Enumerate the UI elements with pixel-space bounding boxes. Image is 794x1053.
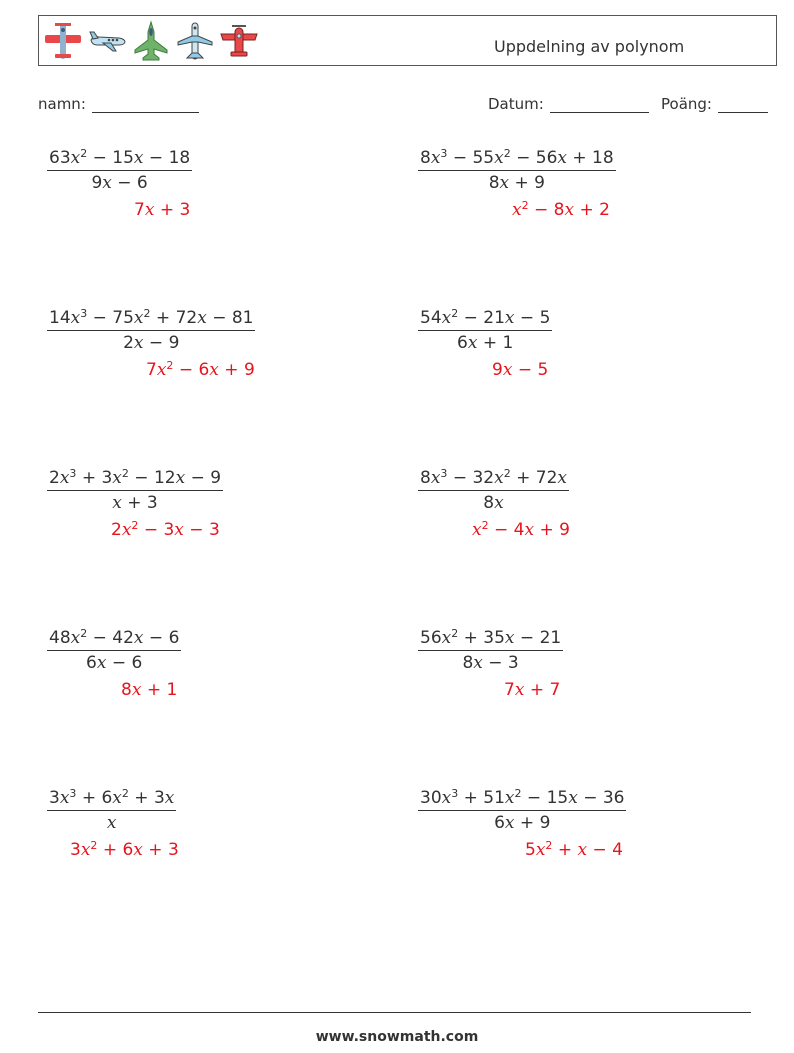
fraction	[418, 148, 616, 193]
red-plane-icon	[43, 20, 83, 62]
problem-9	[47, 788, 176, 833]
numerator: $48x^2 - 42x - 6$	[47, 628, 181, 651]
numerator: $14x^3 - 75x^2 + 72x - 81$	[47, 308, 255, 331]
answer-6: $x^2 - 4x + 9$	[472, 519, 570, 540]
blue-jet-icon	[87, 20, 127, 62]
denominator: 8x − 3	[462, 653, 519, 673]
numerator: $3x^3 + 6x^2 + 3x$	[47, 788, 176, 811]
numerator: $8x^3 - 32x^2 + 72x$	[418, 468, 569, 491]
numerator: $30x^3 + 51x^2 - 15x - 36$	[418, 788, 626, 811]
answer-3: $7x^2 - 6x + 9$	[146, 359, 255, 380]
numerator: $63x^2 - 15x - 18$	[47, 148, 192, 171]
red-propeller-plane-icon	[219, 20, 259, 62]
name-blank[interactable]	[92, 96, 199, 113]
fraction	[418, 308, 552, 353]
denominator: 9x − 6	[91, 173, 148, 193]
problem-1	[47, 148, 192, 193]
fraction	[418, 468, 569, 513]
green-fighter-jet-icon	[131, 20, 171, 62]
header-icons	[43, 20, 259, 62]
problem-3	[47, 308, 255, 353]
date-field	[488, 95, 649, 113]
answer-10: $5x^2 + x - 4$	[525, 839, 623, 860]
numerator: $2x^3 + 3x^2 - 12x - 9$	[47, 468, 223, 491]
name-label: namn:	[38, 95, 86, 113]
footer-divider	[38, 1012, 751, 1013]
score-label: Poäng:	[661, 95, 712, 113]
answer-7: 8x + 1	[121, 680, 178, 700]
fraction	[47, 468, 223, 513]
denominator: 2x − 9	[123, 333, 180, 353]
numerator: $8x^3 - 55x^2 - 56x + 18$	[418, 148, 616, 171]
fraction	[47, 788, 176, 833]
fraction	[47, 308, 255, 353]
numerator: $56x^2 + 35x - 21$	[418, 628, 563, 651]
problem-5	[47, 468, 223, 513]
fraction	[47, 148, 192, 193]
footer-url: www.snowmath.com	[315, 1029, 479, 1045]
date-blank[interactable]	[550, 96, 649, 113]
worksheet-title: Uppdelning av polynom	[494, 37, 685, 56]
problem-2	[418, 148, 616, 193]
fraction	[418, 628, 563, 673]
answer-5: $2x^2 - 3x - 3$	[111, 519, 220, 540]
answer-9: $3x^2 + 6x + 3$	[70, 839, 179, 860]
problem-6	[418, 468, 569, 513]
problem-8	[418, 628, 563, 673]
problem-10	[418, 788, 626, 833]
denominator: x + 3	[112, 493, 158, 513]
answer-1: 7x + 3	[134, 200, 191, 220]
problem-4	[418, 308, 552, 353]
header-box	[38, 15, 777, 66]
denominator: 8x	[483, 493, 504, 513]
date-label: Datum:	[488, 95, 544, 113]
score-field	[661, 95, 768, 113]
name-field	[38, 95, 199, 113]
numerator: $54x^2 - 21x - 5$	[418, 308, 552, 331]
denominator: 8x + 9	[488, 173, 545, 193]
answer-2: $x^2 - 8x + 2$	[512, 199, 610, 220]
problem-7	[47, 628, 181, 673]
answer-8: 7x + 7	[504, 680, 561, 700]
light-blue-airliner-icon	[175, 20, 215, 62]
fraction	[418, 788, 626, 833]
fraction	[47, 628, 181, 673]
denominator: x	[106, 813, 117, 833]
score-blank[interactable]	[718, 96, 768, 113]
denominator: 6x + 9	[494, 813, 551, 833]
denominator: 6x + 1	[457, 333, 514, 353]
denominator: 6x − 6	[86, 653, 143, 673]
answer-4: 9x − 5	[492, 360, 549, 380]
